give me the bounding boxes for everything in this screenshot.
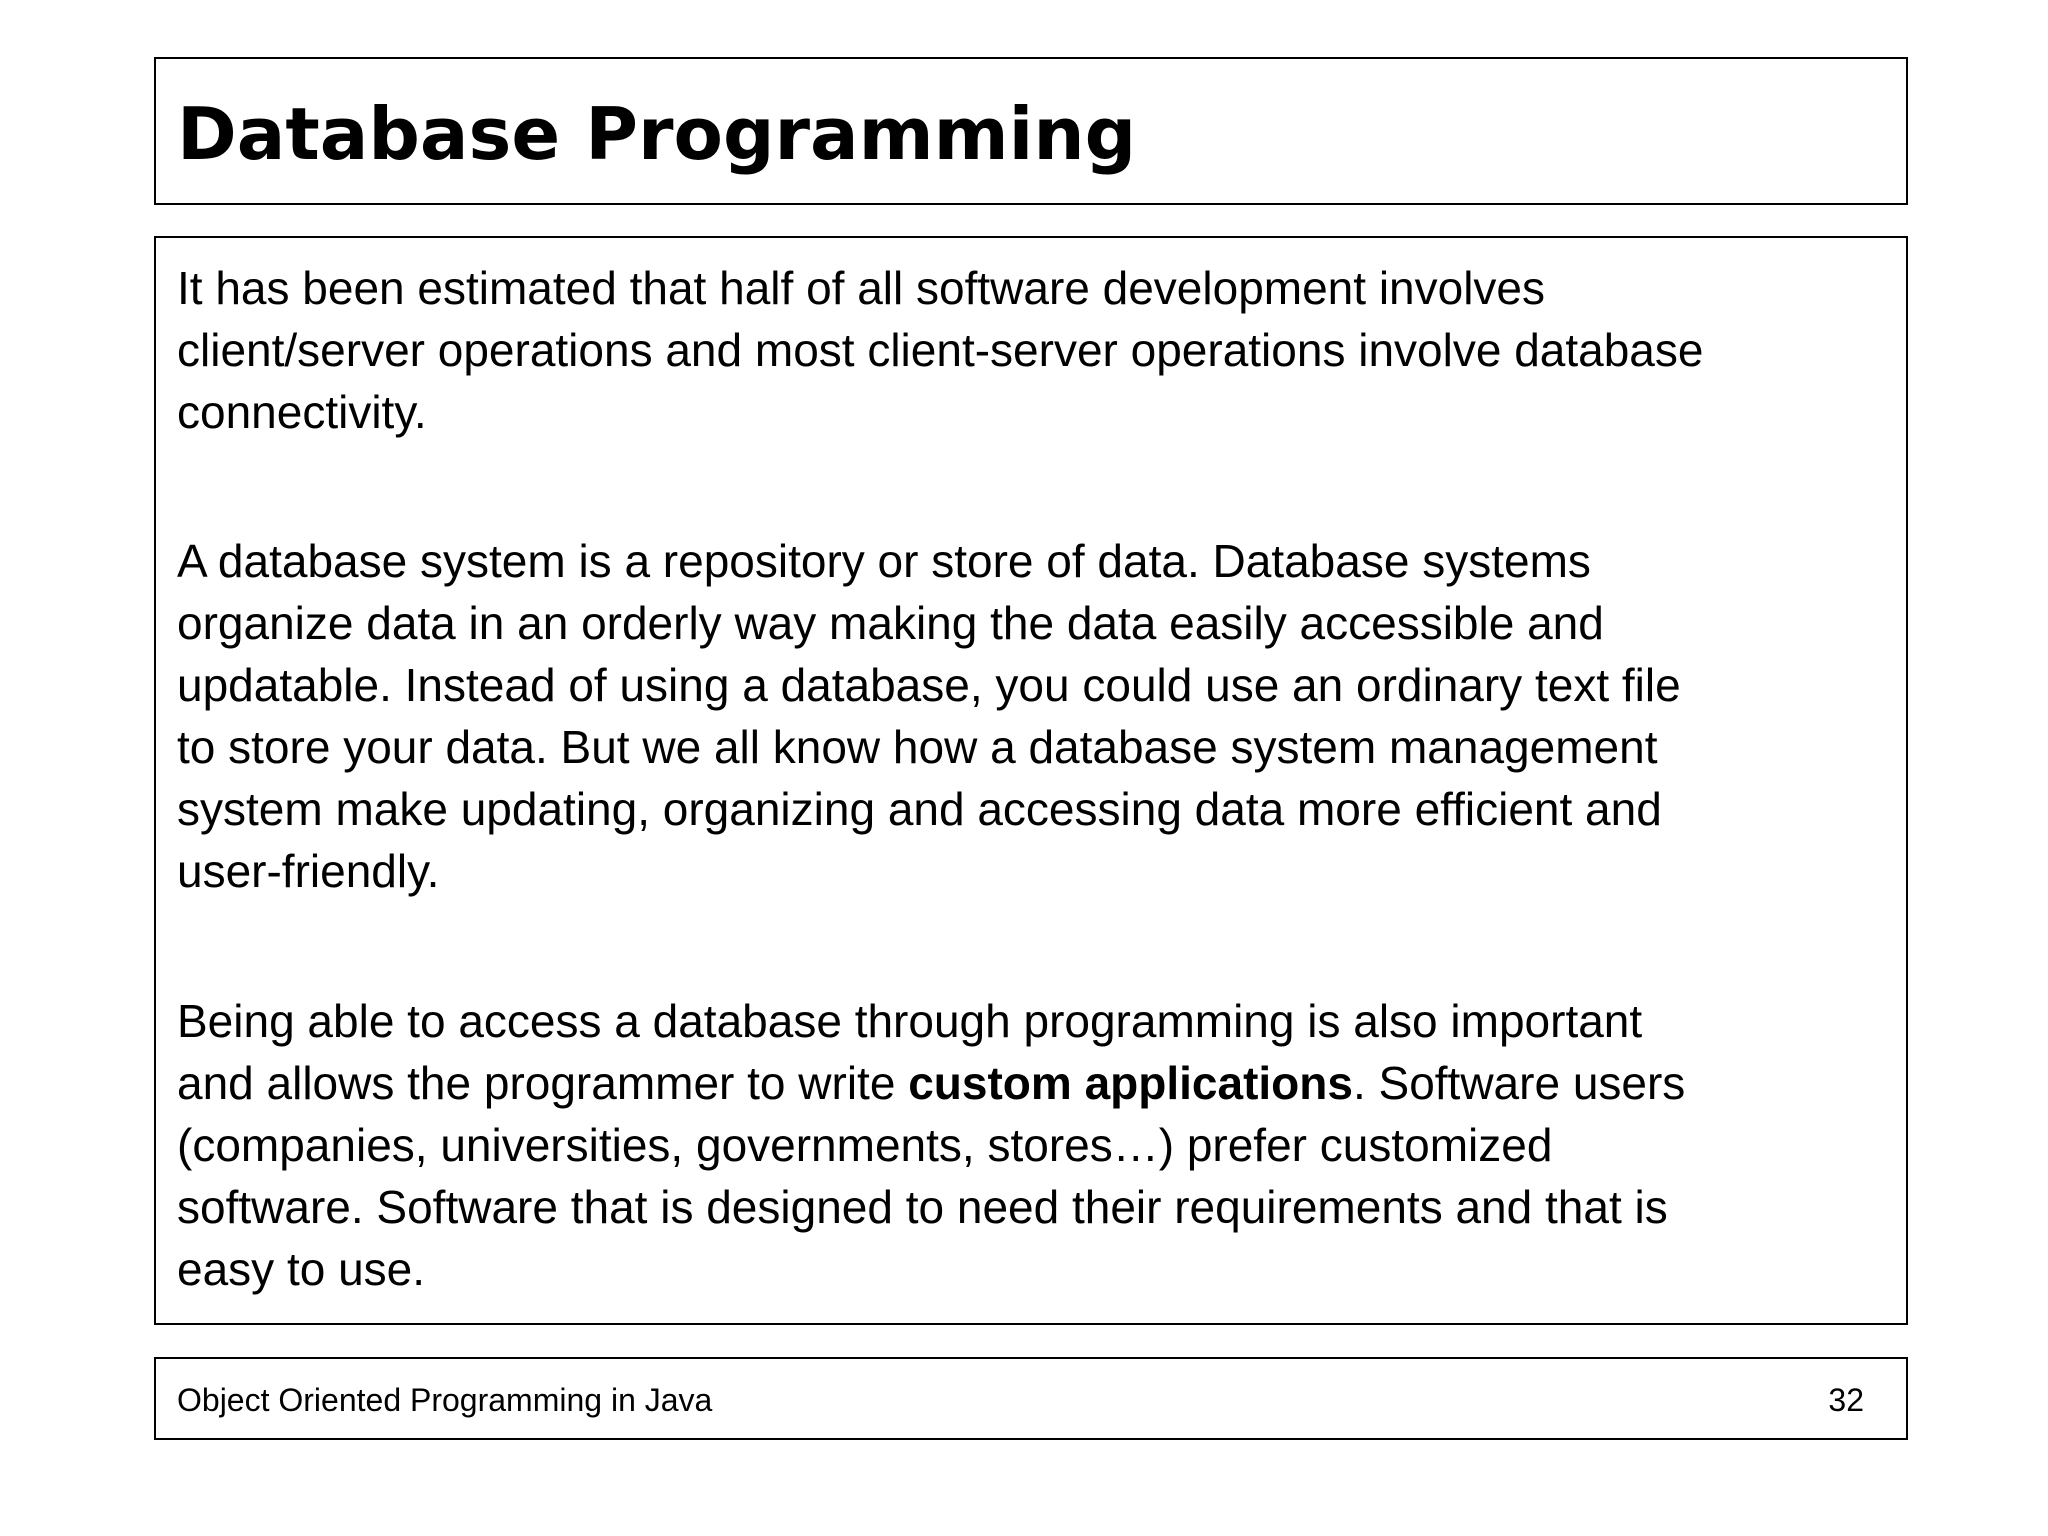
footer-box [154,1357,1908,1440]
text-line: (companies, universities, governments, stores…) prefer customized [177,1119,1553,1171]
page-number: 32 [1828,1382,1864,1418]
emphasis-custom-applications: custom applications [908,1057,1353,1109]
content-box [154,236,1908,1325]
text-line: connectivity. [177,386,427,438]
text-line: software. Software that is designed to need their requirements and that is [177,1181,1668,1233]
text-line: updatable. Instead of using a database, you could use an ordinary text file [177,659,1681,711]
slide-title: Database Programming [177,92,1137,176]
text-line: user-friendly. [177,845,440,897]
text-line: It has been estimated that half of all software development involves [177,262,1546,314]
text-line-with-emphasis [177,1052,1887,1114]
title-box [154,57,1908,205]
text-line: easy to use. [177,1243,426,1295]
text-line: Being able to access a database through programming is also important [177,995,1643,1047]
paragraph-client-server [177,257,1887,443]
text-segment: and allows the programmer to write [177,1057,909,1109]
text-line: organize data in an orderly way making the data easily accessible and [177,597,1604,649]
paragraph-database-system [177,530,1887,902]
text-line: A database system is a repository or store of data. Database systems [177,535,1591,587]
paragraph-custom-applications [177,990,1887,1300]
text-line: system make updating, organizing and accessing data more efficient and [177,783,1662,835]
text-line: client/server operations and most client-server operations involve database [177,324,1704,376]
text-line: to store your data. But we all know how a database system management [177,721,1658,773]
text-segment: . Software users [1352,1057,1686,1109]
footer-course-title: Object Oriented Programming in Java [177,1382,713,1418]
